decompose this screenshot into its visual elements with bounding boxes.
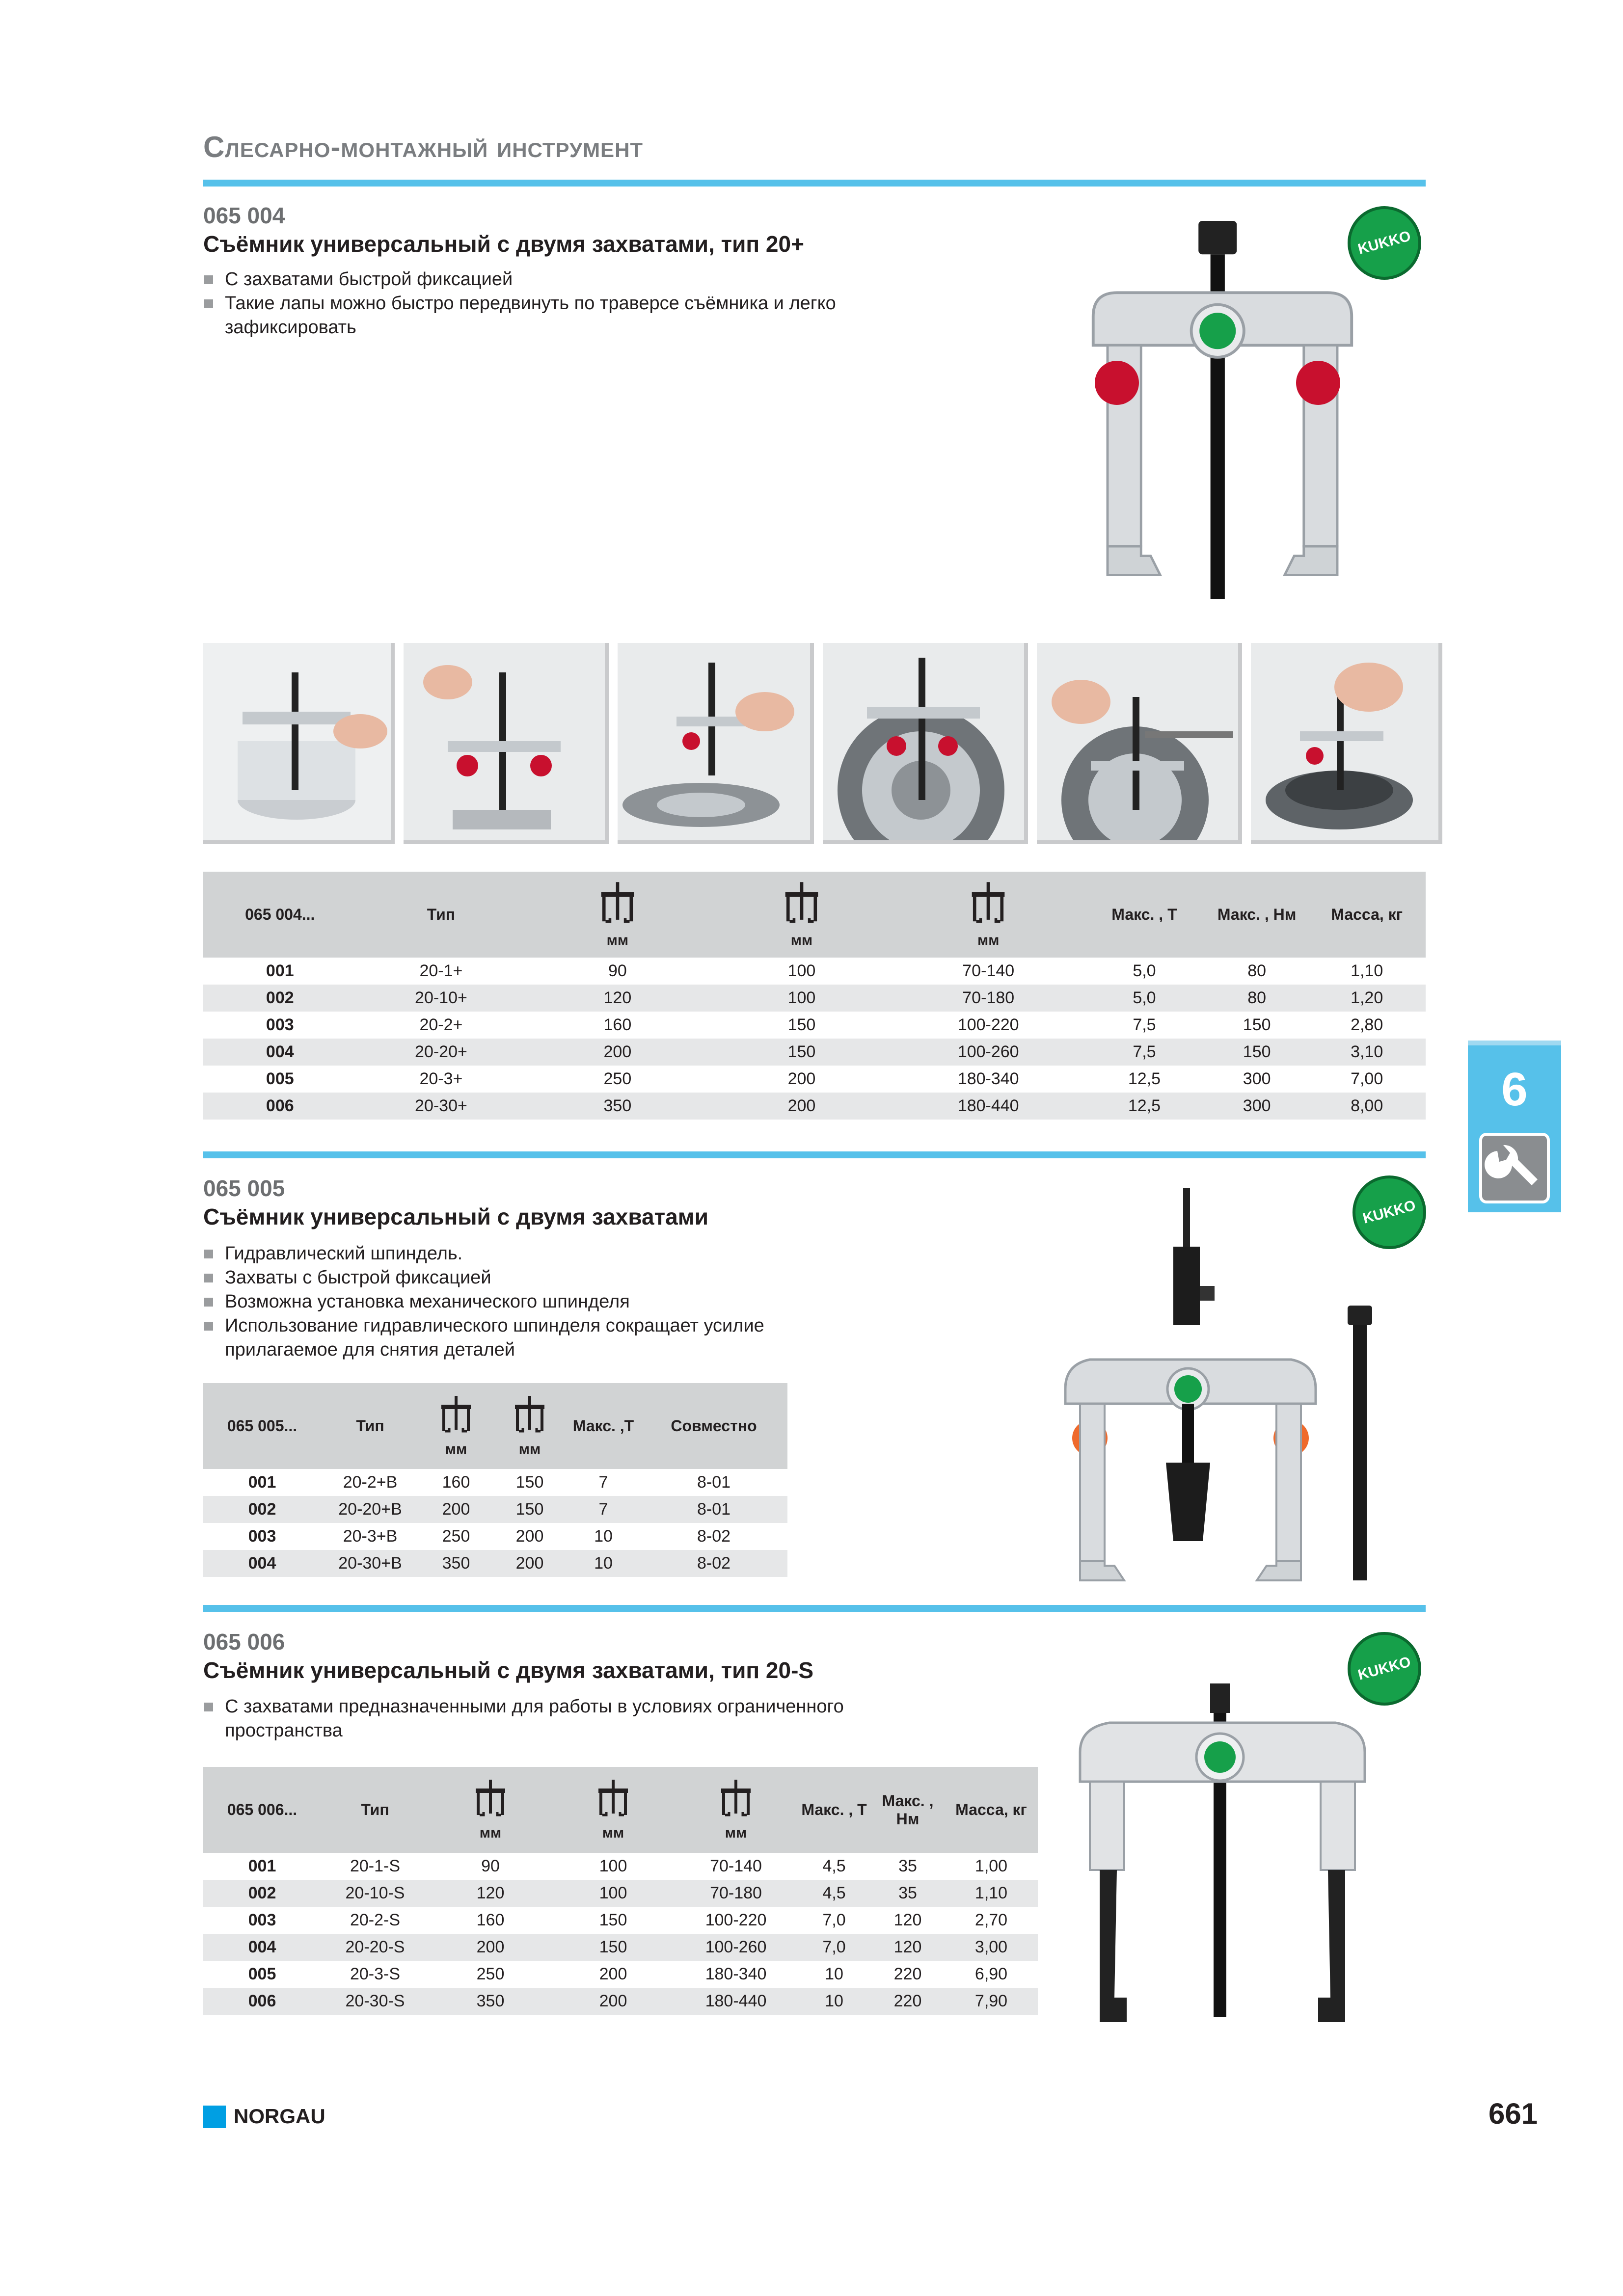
puller-depth-icon	[594, 1779, 633, 1823]
unit-label: мм	[725, 1824, 747, 1841]
col-header-mass: Масса, кг	[945, 1767, 1038, 1853]
cell: 5,0	[1133, 961, 1156, 980]
bullet-item: С захватами предназначенными для работы в условиях ограниченного пространства	[203, 1695, 881, 1743]
product2-title: Съёмник универсальный с двумя захватами	[203, 1204, 709, 1229]
product2-image	[1055, 1188, 1399, 1590]
col-header-type: Тип	[321, 1383, 419, 1469]
cell: 002	[203, 985, 357, 1012]
col-header-force: Макс. ,Т	[567, 1383, 640, 1469]
usage-scene-icon	[618, 643, 810, 840]
cell: 006	[203, 1093, 357, 1120]
cell: 200	[515, 1527, 544, 1546]
unit-label: мм	[606, 932, 629, 948]
cell: 1,10	[1351, 961, 1383, 980]
unit-label: мм	[977, 932, 1000, 948]
col-header-span	[675, 1767, 797, 1853]
col-header-width	[429, 1767, 552, 1853]
cell: 220	[893, 1965, 922, 1983]
cell: 120	[429, 1880, 552, 1907]
cell: 001	[266, 961, 294, 980]
unit-label: мм	[518, 1441, 541, 1457]
cell: 7,0	[822, 1911, 846, 1929]
cell: 200	[525, 1039, 709, 1066]
product2-bullets	[203, 1242, 817, 1362]
cell: 1,20	[1308, 985, 1426, 1012]
cell: 250	[476, 1965, 505, 1983]
usage-scene-icon	[1037, 643, 1238, 840]
usage-photo-3	[618, 643, 814, 844]
cell: 20-2-S	[350, 1911, 401, 1929]
puller-depth-icon	[780, 881, 824, 930]
puller-photo-icon	[1070, 221, 1375, 604]
cell: 150	[1206, 1039, 1308, 1066]
cell: 100-220	[957, 1015, 1019, 1034]
table-row	[203, 1469, 787, 1496]
chapter-tab[interactable]	[1468, 1041, 1561, 1212]
cell: 150	[1243, 1015, 1271, 1034]
cell: 100	[787, 961, 816, 980]
cell: 8-01	[640, 1496, 787, 1523]
cell: 100-220	[705, 1911, 767, 1929]
cell: 350	[429, 1988, 552, 2015]
col-header-type: Тип	[357, 872, 526, 958]
cell: 250	[442, 1527, 470, 1546]
unit-label: мм	[479, 1824, 502, 1841]
cell: 7,00	[1351, 1069, 1383, 1088]
col-header-depth	[493, 1383, 567, 1469]
col-header-width	[419, 1383, 493, 1469]
cell: 20-10-S	[321, 1880, 429, 1907]
cell: 10	[594, 1527, 613, 1546]
cell: 180-440	[675, 1988, 797, 2015]
usage-photo-5	[1037, 643, 1242, 844]
cell: 90	[608, 961, 627, 980]
cell: 20-30+B	[321, 1550, 419, 1577]
cell: 150	[709, 1039, 893, 1066]
usage-photo-6	[1251, 643, 1442, 844]
cell: 220	[871, 1988, 945, 2015]
cell: 006	[203, 1988, 321, 2015]
table-row	[203, 1012, 1426, 1039]
puller-width-icon	[471, 1779, 510, 1823]
table-row	[203, 1550, 787, 1577]
cell: 005	[266, 1069, 294, 1088]
cell: 2,80	[1351, 1015, 1383, 1034]
cell: 3,10	[1308, 1039, 1426, 1066]
cell: 200	[419, 1496, 493, 1523]
bullet-item: Использование гидравлического шпинделя сокращает усилие прилагаемое для снятия деталей	[203, 1314, 817, 1362]
cell: 160	[442, 1473, 470, 1492]
cell: 3,00	[945, 1934, 1038, 1961]
section-divider	[203, 1151, 1426, 1158]
cell: 6,90	[974, 1965, 1008, 1983]
cell: 80	[1247, 961, 1267, 980]
product3-image	[1070, 1683, 1375, 2032]
cell: 180-440	[893, 1093, 1082, 1120]
cell: 90	[481, 1857, 500, 1875]
cell: 1,10	[945, 1880, 1038, 1907]
table-row	[203, 958, 1426, 985]
bullet-item: С захватами быстрой фиксацией	[203, 267, 881, 292]
table-row	[203, 1907, 1038, 1934]
cell: 002	[203, 1880, 321, 1907]
cell: 7,90	[945, 1988, 1038, 2015]
table-row	[203, 1093, 1426, 1120]
cell: 200	[709, 1093, 893, 1120]
brand-name: NORGAU	[234, 2105, 325, 2128]
product3-spec-table	[203, 1767, 1038, 2015]
cell: 350	[525, 1093, 709, 1120]
cell: 7,5	[1133, 1015, 1156, 1034]
cell: 20-2+	[419, 1015, 463, 1034]
col-header-force: Макс. , Т	[1083, 872, 1206, 958]
chapter-number: 6	[1501, 1063, 1528, 1116]
cell: 20-20+B	[321, 1496, 419, 1523]
cell: 12,5	[1083, 1093, 1206, 1120]
cell: 200	[429, 1934, 552, 1961]
cell: 004	[203, 1934, 321, 1961]
cell: 150	[515, 1473, 544, 1492]
cell: 7	[567, 1496, 640, 1523]
product2-spec-table	[203, 1383, 787, 1577]
table-row	[203, 1039, 1426, 1066]
usage-scene-icon	[404, 643, 605, 840]
table-row	[203, 985, 1426, 1012]
cell: 004	[203, 1039, 357, 1066]
col-header-torque: Макс. , Нм	[1206, 872, 1308, 958]
cell: 20-3+B	[343, 1527, 398, 1546]
cell: 350	[419, 1550, 493, 1577]
product1-title: Съёмник универсальный с двумя захватами, тип 20+	[203, 231, 804, 257]
cell: 12,5	[1128, 1069, 1161, 1088]
product3-title: Съёмник универсальный с двумя захватами, тип 20-S	[203, 1657, 814, 1683]
cell: 002	[203, 1496, 321, 1523]
cell: 1,00	[974, 1857, 1008, 1875]
cell: 100	[552, 1880, 675, 1907]
table-row	[203, 1066, 1426, 1093]
hydraulic-puller-icon	[1055, 1188, 1399, 1590]
table-row	[203, 1880, 1038, 1907]
cell: 20-30+	[357, 1093, 526, 1120]
col-header-depth	[709, 872, 893, 958]
section-divider	[203, 1605, 1426, 1612]
cell: 100-260	[893, 1039, 1082, 1066]
cell: 20-1-S	[350, 1857, 401, 1875]
cell: 001	[248, 1857, 276, 1875]
table-row	[203, 1853, 1038, 1880]
cell: 70-180	[893, 985, 1082, 1012]
cell: 20-1+	[419, 961, 463, 980]
cell: 180-340	[957, 1069, 1019, 1088]
cell: 70-140	[710, 1857, 762, 1875]
cell: 120	[871, 1934, 945, 1961]
cell: 8,00	[1308, 1093, 1426, 1120]
unit-label: мм	[602, 1824, 624, 1841]
col-header-code: 065 006...	[203, 1767, 321, 1853]
cell: 10	[825, 1965, 843, 1983]
cell: 200	[493, 1550, 567, 1577]
cell: 20-20-S	[321, 1934, 429, 1961]
section-divider	[203, 180, 1426, 187]
cell: 100	[599, 1857, 627, 1875]
puller-20s-icon	[1070, 1683, 1375, 2032]
cell: 20-2+B	[343, 1473, 398, 1492]
cell: 7,0	[797, 1934, 871, 1961]
cell: 160	[476, 1911, 505, 1929]
col-header-torque: Макс. , Нм	[871, 1767, 945, 1853]
cell: 003	[248, 1911, 276, 1929]
table-row	[203, 1934, 1038, 1961]
cell: 120	[893, 1911, 922, 1929]
puller-width-icon	[436, 1395, 476, 1439]
cell: 100-260	[675, 1934, 797, 1961]
bullet-item: Гидравлический шпиндель.	[203, 1242, 817, 1266]
cell: 001	[248, 1473, 276, 1492]
usage-photo-1	[203, 643, 395, 844]
cell: 5,0	[1083, 985, 1206, 1012]
cell: 4,5	[822, 1857, 846, 1875]
table-row	[203, 1961, 1038, 1988]
cell: 150	[552, 1934, 675, 1961]
product1-code: 065 004	[203, 203, 285, 228]
usage-scene-icon	[203, 643, 391, 840]
bullet-item: Захваты с быстрой фиксацией	[203, 1266, 817, 1290]
col-header-code: 065 004...	[203, 872, 357, 958]
cell: 10	[797, 1988, 871, 2015]
cell: 250	[603, 1069, 632, 1088]
bullet-item: Такие лапы можно быстро передвинуть по траверсе съёмника и легко зафиксировать	[203, 292, 881, 340]
cell: 200	[599, 1965, 627, 1983]
product3-code: 065 006	[203, 1629, 285, 1655]
cell: 35	[871, 1880, 945, 1907]
page-number: 661	[1488, 2097, 1538, 2130]
logo-text: KUKKO	[1356, 228, 1413, 258]
cell: 120	[525, 985, 709, 1012]
cell: 003	[266, 1015, 294, 1034]
col-header-depth	[552, 1767, 675, 1853]
cell: 150	[599, 1911, 627, 1929]
puller-depth-icon	[510, 1395, 549, 1439]
puller-span-icon	[966, 881, 1010, 930]
usage-scene-icon	[1251, 643, 1438, 840]
product1-spec-table	[203, 872, 1426, 1120]
cell: 4,5	[797, 1880, 871, 1907]
col-header-mass: Масса, кг	[1308, 872, 1426, 958]
cell: 20-20+	[357, 1039, 526, 1066]
bullet-item: Возможна установка механического шпинделя	[203, 1290, 817, 1314]
table-row	[203, 1523, 787, 1550]
cell: 200	[552, 1988, 675, 2015]
cell: 8-02	[697, 1527, 731, 1546]
cell: 20-30-S	[321, 1988, 429, 2015]
cell: 300	[1243, 1069, 1271, 1088]
cell: 100	[709, 985, 893, 1012]
cell: 200	[787, 1069, 816, 1088]
cell: 150	[493, 1496, 567, 1523]
cell: 8-02	[640, 1550, 787, 1577]
col-header-compatible: Совместно	[640, 1383, 787, 1469]
product1-bullets	[203, 267, 881, 340]
usage-photo-2	[404, 643, 609, 844]
product1-image	[1070, 221, 1375, 604]
table-row	[203, 1496, 787, 1523]
cell: 160	[603, 1015, 632, 1034]
logo-text: KUKKO	[1361, 1197, 1418, 1227]
col-header-type: Тип	[321, 1767, 429, 1853]
cell: 180-340	[705, 1965, 767, 1983]
usage-scene-icon	[823, 643, 1024, 840]
cell: 8-01	[697, 1473, 731, 1492]
cell: 003	[248, 1527, 276, 1546]
cell: 300	[1206, 1093, 1308, 1120]
cell: 7	[598, 1473, 608, 1492]
puller-span-icon	[716, 1779, 756, 1823]
col-header-width	[525, 872, 709, 958]
cell: 35	[898, 1857, 917, 1875]
col-header-span	[893, 872, 1082, 958]
section-title: Слесарно-монтажный инструмент	[203, 131, 644, 163]
cell: 20-3-S	[350, 1965, 401, 1983]
logo-text: KUKKO	[1356, 1654, 1413, 1683]
cell: 150	[787, 1015, 816, 1034]
table-row	[203, 1988, 1038, 2015]
unit-label: мм	[790, 932, 813, 948]
puller-width-icon	[595, 881, 640, 930]
cell: 2,70	[974, 1911, 1008, 1929]
cell: 004	[203, 1550, 321, 1577]
col-header-force: Макс. , Т	[797, 1767, 871, 1853]
cell: 7,5	[1083, 1039, 1206, 1066]
cell: 70-140	[962, 961, 1015, 980]
unit-label: мм	[445, 1441, 467, 1457]
cell: 005	[248, 1965, 276, 1983]
cell: 20-10+	[357, 985, 526, 1012]
usage-photo-4	[823, 643, 1028, 844]
cell: 10	[567, 1550, 640, 1577]
product3-bullets	[203, 1695, 881, 1743]
product2-code: 065 005	[203, 1175, 285, 1201]
cell: 20-3+	[419, 1069, 463, 1088]
col-header-code: 065 005...	[203, 1383, 321, 1469]
wrench-icon	[1478, 1131, 1551, 1205]
cell: 80	[1206, 985, 1308, 1012]
cell: 70-180	[675, 1880, 797, 1907]
brand-square-icon	[203, 2106, 226, 2128]
